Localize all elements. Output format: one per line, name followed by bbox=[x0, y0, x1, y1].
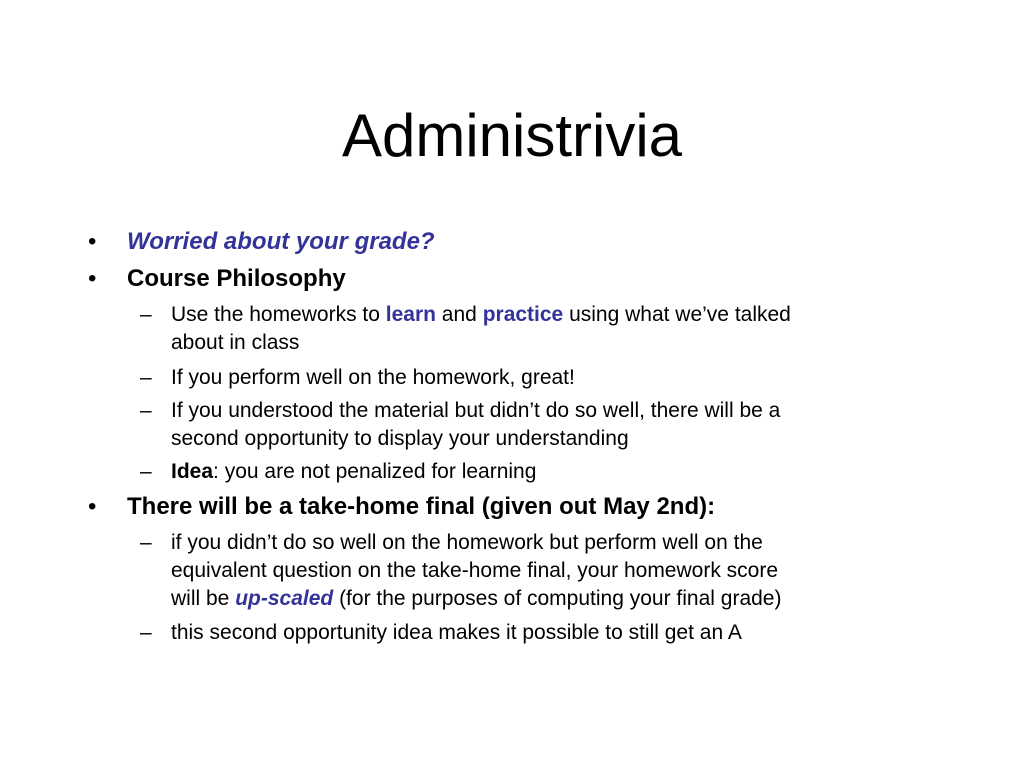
bullet-worried-about-grade bbox=[88, 227, 927, 257]
bullet-text: There will be a take-home final (given out May 2nd): bbox=[127, 493, 716, 520]
bullet-take-home-final bbox=[88, 492, 927, 522]
slide-title: Administrivia bbox=[341, 102, 683, 169]
dash-marker: – bbox=[140, 531, 152, 554]
emphasis-idea: Idea bbox=[171, 460, 214, 483]
subbullet-text: about in class bbox=[171, 331, 300, 354]
subbullet-understood-material bbox=[140, 397, 946, 453]
dash-marker: – bbox=[140, 621, 152, 644]
subbullet-use-homeworks bbox=[140, 301, 946, 357]
dash-marker: – bbox=[140, 399, 152, 422]
subbullet-text: equivalent question on the take-home final, your homework score bbox=[171, 559, 779, 582]
subbullet-text: : you are not penalized for learning bbox=[213, 460, 537, 483]
bullet-marker: • bbox=[88, 228, 97, 255]
bullet-marker: • bbox=[88, 493, 97, 520]
bullet-text: Worried about your grade? bbox=[127, 228, 435, 255]
bullet-marker: • bbox=[88, 265, 97, 292]
dash-marker: – bbox=[140, 303, 152, 326]
subbullet-text: and bbox=[435, 303, 483, 326]
subbullet-text: using what we’ve talked bbox=[563, 303, 791, 326]
subbullet-text: will be bbox=[171, 587, 236, 610]
subbullet-text: If you perform well on the homework, great! bbox=[171, 366, 575, 389]
subbullet-second-opportunity bbox=[140, 619, 946, 647]
subbullet-text: second opportunity to display your understanding bbox=[171, 427, 629, 450]
subbullet-perform-well bbox=[140, 364, 946, 392]
dash-marker: – bbox=[140, 366, 152, 389]
bullet-course-philosophy bbox=[88, 264, 927, 294]
subbullet-upscaled-score bbox=[140, 529, 946, 613]
subbullet-text: Use the homeworks to bbox=[171, 303, 386, 326]
emphasis-learn: learn bbox=[385, 303, 436, 326]
dash-marker: – bbox=[140, 460, 152, 483]
subbullet-text: If you understood the material but didn’t do so well, there will be a bbox=[171, 399, 781, 422]
bullet-text: Course Philosophy bbox=[127, 265, 346, 292]
subbullet-text: (for the purposes of computing your final grade) bbox=[333, 587, 782, 610]
subbullet-text: if you didn’t do so well on the homework but perform well on the bbox=[171, 531, 763, 554]
subbullet-idea bbox=[140, 458, 946, 486]
emphasis-practice: practice bbox=[482, 303, 564, 326]
subbullet-text: this second opportunity idea makes it possible to still get an A bbox=[171, 621, 742, 644]
emphasis-up-scaled: up-scaled bbox=[235, 587, 334, 610]
